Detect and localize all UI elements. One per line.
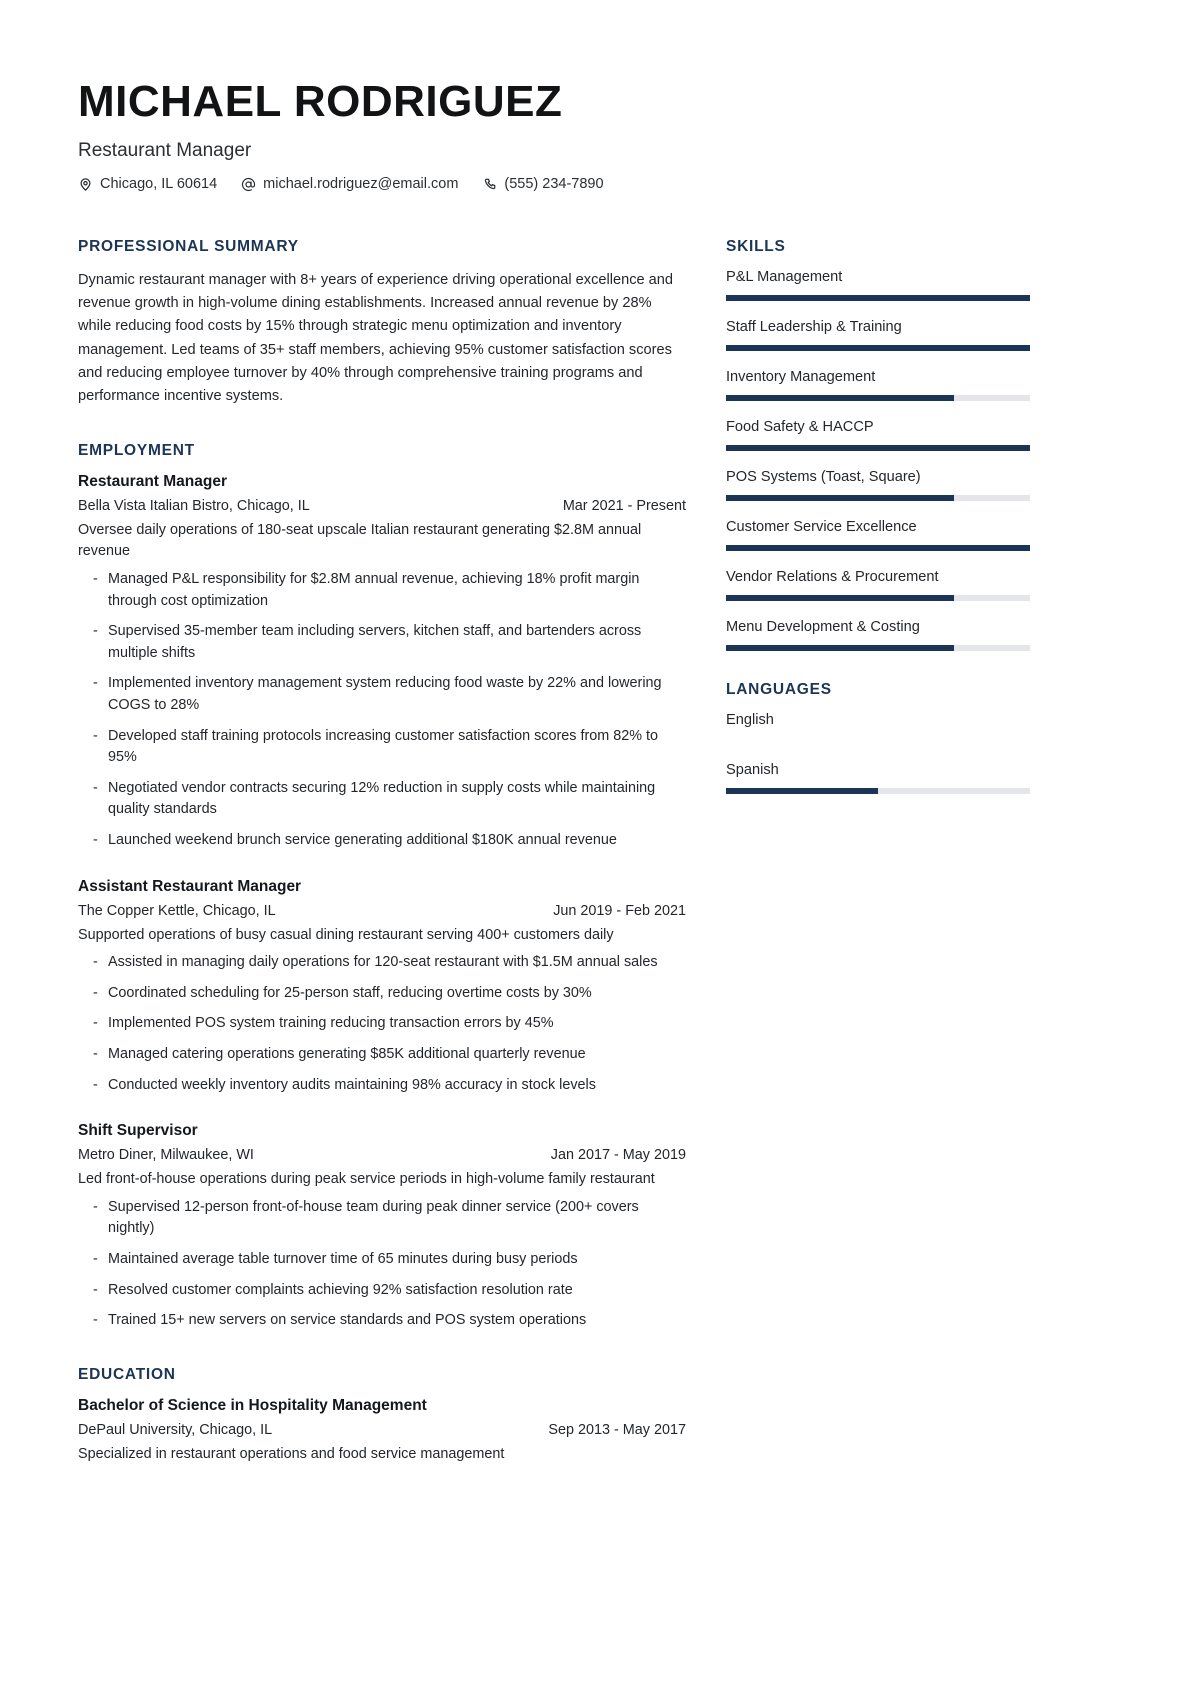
contact-phone-text: (555) 234-7890 <box>504 176 604 193</box>
language-item <box>726 712 1030 744</box>
employment-entry <box>78 878 686 1097</box>
employment-bullet: - Maintained average table turnover time of 65 minutes during busy periods <box>78 1249 686 1271</box>
skill-level-bar <box>726 545 1030 551</box>
skill-name: Staff Leadership & Training <box>726 319 902 336</box>
employment-bullet: - Managed catering operations generating $85K additional quarterly revenue <box>78 1044 686 1066</box>
section-employment <box>78 442 686 1332</box>
employment-bullet: - Supervised 35-member team including servers, kitchen staff, and bartenders across multiple shifts <box>78 621 686 664</box>
employment-bullet: - Implemented POS system training reducing transaction errors by 45% <box>78 1013 686 1035</box>
skill-level-fill <box>726 395 954 401</box>
skill-level-fill <box>726 645 954 651</box>
employment-description: Oversee daily operations of 180-seat upscale Italian restaurant generating $2.8M annual revenue <box>78 521 642 560</box>
employment-employer: Bella Vista Italian Bistro, Chicago, IL <box>78 497 310 514</box>
language-bar-placeholder <box>726 738 1030 744</box>
employment-bullet: - Launched weekend brunch service generating additional $180K annual revenue <box>78 830 686 852</box>
education-list <box>78 1397 686 1466</box>
education-school: DePaul University, Chicago, IL <box>78 1421 273 1438</box>
skill-level-bar <box>726 445 1030 451</box>
location-pin-icon <box>78 177 93 192</box>
employment-entry <box>78 1122 686 1332</box>
skill-item <box>726 269 1030 301</box>
skill-name: Food Safety & HACCP <box>726 419 874 436</box>
section-heading-employment: EMPLOYMENT <box>78 441 195 459</box>
skill-item <box>726 469 1030 501</box>
employment-dates: Mar 2021 - Present <box>562 497 686 514</box>
languages-list <box>726 712 1030 794</box>
employment-dates: Jan 2017 - May 2019 <box>550 1147 686 1164</box>
employment-bullet: - Assisted in managing daily operations for 120-seat restaurant with $1.5M annual sales <box>78 952 686 974</box>
language-name: English <box>726 712 774 729</box>
education-description: Specialized in restaurant operations and food service management <box>78 1445 505 1462</box>
section-languages <box>726 681 1030 794</box>
education-entry <box>78 1397 686 1466</box>
skill-name: P&L Management <box>726 269 843 286</box>
contact-email <box>241 176 458 192</box>
employment-entry <box>78 473 686 852</box>
main-column <box>78 238 686 1499</box>
section-heading-languages: LANGUAGES <box>726 681 832 699</box>
employment-bullet: - Implemented inventory management system reducing food waste by 22% and lowering COGS to 28% <box>78 673 686 716</box>
employment-bullet: - Conducted weekly inventory audits maintaining 98% accuracy in stock levels <box>78 1075 686 1097</box>
skill-item <box>726 419 1030 451</box>
skill-item <box>726 369 1030 401</box>
education-dates: Sep 2013 - May 2017 <box>548 1421 686 1438</box>
phone-icon <box>482 177 497 192</box>
skill-item <box>726 619 1030 651</box>
employment-description: Led front-of-house operations during peak service periods in high-volume family restaurant <box>78 1171 655 1188</box>
employment-employer: The Copper Kettle, Chicago, IL <box>78 902 276 919</box>
employment-bullet: - Coordinated scheduling for 25-person staff, reducing overtime costs by 30% <box>78 983 686 1005</box>
employment-job-title: Shift Supervisor <box>78 1122 198 1140</box>
employment-dates: Jun 2019 - Feb 2021 <box>553 902 686 919</box>
contact-email-text: michael.rodriguez@email.com <box>263 176 459 193</box>
section-education <box>78 1366 686 1466</box>
section-heading-education: EDUCATION <box>78 1365 176 1383</box>
skill-level-fill <box>726 545 1030 551</box>
contact-phone <box>482 176 603 192</box>
skill-name: Menu Development & Costing <box>726 619 920 636</box>
skill-level-bar <box>726 595 1030 601</box>
section-professional-summary <box>78 238 686 407</box>
section-heading-skills: SKILLS <box>726 238 786 256</box>
employment-bullet-list <box>78 952 686 1096</box>
language-level-fill <box>726 788 878 794</box>
skill-level-fill <box>726 345 1030 351</box>
skill-level-fill <box>726 595 954 601</box>
section-skills <box>726 238 1030 651</box>
skill-item <box>726 519 1030 551</box>
employment-meta <box>78 903 686 919</box>
language-item <box>726 762 1030 794</box>
employment-job-title: Assistant Restaurant Manager <box>78 877 302 895</box>
resume-header <box>78 78 1122 192</box>
employment-bullet: - Resolved customer complaints achieving 92% satisfaction resolution rate <box>78 1280 686 1302</box>
skill-name: Inventory Management <box>726 369 876 386</box>
employment-bullet: - Supervised 12-person front-of-house team during peak dinner service (200+ covers nightly) <box>78 1197 686 1240</box>
contact-location-text: Chicago, IL 60614 <box>100 176 218 193</box>
employment-bullet: - Trained 15+ new servers on service standards and POS system operations <box>78 1310 686 1332</box>
language-name: Spanish <box>726 762 779 779</box>
skill-level-bar <box>726 345 1030 351</box>
contact-bar <box>78 176 1122 192</box>
skill-level-fill <box>726 445 1030 451</box>
employment-job-title: Restaurant Manager <box>78 472 228 490</box>
resume-body <box>78 238 1122 1499</box>
skill-level-bar <box>726 645 1030 651</box>
employment-bullet: - Negotiated vendor contracts securing 12% reduction in supply costs while maintaining quality standards <box>78 778 686 821</box>
employment-meta <box>78 1147 686 1163</box>
employment-meta <box>78 498 686 514</box>
section-heading-summary: PROFESSIONAL SUMMARY <box>78 238 299 256</box>
employment-bullet-list <box>78 569 686 852</box>
language-level-bar <box>726 788 1030 794</box>
sidebar-column <box>726 238 1030 824</box>
at-sign-icon <box>241 177 256 192</box>
employment-list <box>78 473 686 1332</box>
candidate-name: MICHAEL RODRIGUEZ <box>78 77 563 126</box>
education-degree: Bachelor of Science in Hospitality Management <box>78 1396 427 1414</box>
employment-employer: Metro Diner, Milwaukee, WI <box>78 1147 254 1164</box>
education-meta <box>78 1422 686 1438</box>
summary-text: Dynamic restaurant manager with 8+ years of experience driving operational excellence and revenue growth in high-volume dining establishments. Increased annual revenue by 28% while reducing food costs by 15% through strategic menu optimization and inventory management. Led teams of 35+ staff members, achieving 95% customer satisfaction scores and reducing employee turnover by 40% through comprehensive training programs and performance incentive systems. <box>78 272 674 404</box>
skill-level-fill <box>726 495 954 501</box>
skill-level-bar <box>726 395 1030 401</box>
employment-description: Supported operations of busy casual dining restaurant serving 400+ customers daily <box>78 926 614 943</box>
skill-name: Customer Service Excellence <box>726 519 917 536</box>
skill-name: POS Systems (Toast, Square) <box>726 469 921 486</box>
employment-bullet-list <box>78 1197 686 1332</box>
employment-bullet: - Managed P&L responsibility for $2.8M annual revenue, achieving 18% profit margin through cost optimization <box>78 569 686 612</box>
candidate-job-title: Restaurant Manager <box>78 140 252 162</box>
contact-location <box>78 176 217 192</box>
skill-level-fill <box>726 295 1030 301</box>
skill-level-bar <box>726 295 1030 301</box>
skill-item <box>726 569 1030 601</box>
skill-name: Vendor Relations & Procurement <box>726 569 939 586</box>
employment-bullet: - Developed staff training protocols increasing customer satisfaction scores from 82% to 95% <box>78 726 686 769</box>
skill-item <box>726 319 1030 351</box>
skills-list <box>726 269 1030 651</box>
skill-level-bar <box>726 495 1030 501</box>
